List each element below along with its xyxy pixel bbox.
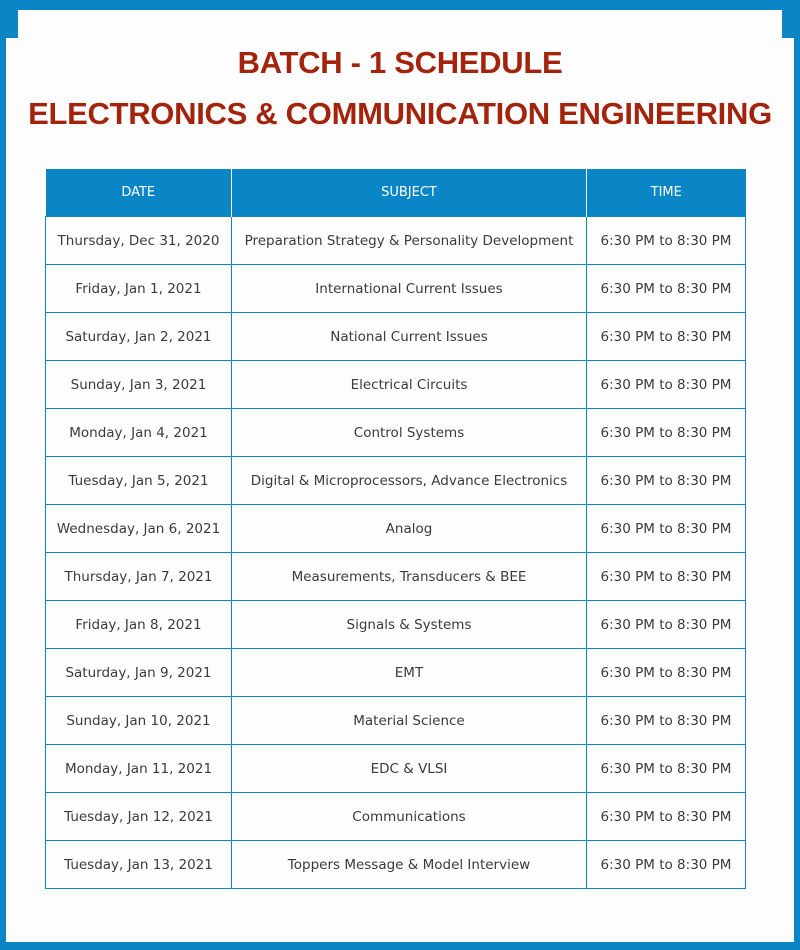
- cell-date: Saturday, Jan 2, 2021: [46, 313, 232, 361]
- cell-time: 6:30 PM to 8:30 PM: [587, 361, 746, 409]
- cell-subject: International Current Issues: [232, 265, 587, 313]
- cell-date: Tuesday, Jan 12, 2021: [46, 793, 232, 841]
- cell-subject: Material Science: [232, 697, 587, 745]
- table-row: [46, 217, 746, 265]
- table-row: [46, 601, 746, 649]
- table-row: [46, 553, 746, 601]
- cell-subject: National Current Issues: [232, 313, 587, 361]
- cell-date: Wednesday, Jan 6, 2021: [46, 505, 232, 553]
- cell-subject: EMT: [232, 649, 587, 697]
- page-title: BATCH - 1 SCHEDULE: [237, 45, 563, 80]
- cell-time: 6:30 PM to 8:30 PM: [587, 745, 746, 793]
- cell-time: 6:30 PM to 8:30 PM: [587, 841, 746, 889]
- table-row: [46, 457, 746, 505]
- cell-time: 6:30 PM to 8:30 PM: [587, 601, 746, 649]
- cell-subject: Toppers Message & Model Interview: [232, 841, 587, 889]
- header: [0, 44, 800, 133]
- cell-subject: Analog: [232, 505, 587, 553]
- column-header-time: TIME: [587, 169, 746, 217]
- cell-date: Monday, Jan 4, 2021: [46, 409, 232, 457]
- cell-subject: Signals & Systems: [232, 601, 587, 649]
- cell-time: 6:30 PM to 8:30 PM: [587, 553, 746, 601]
- cell-subject: Electrical Circuits: [232, 361, 587, 409]
- cell-subject: EDC & VLSI: [232, 745, 587, 793]
- table-row: [46, 697, 746, 745]
- cell-subject: Measurements, Transducers & BEE: [232, 553, 587, 601]
- cell-time: 6:30 PM to 8:30 PM: [587, 457, 746, 505]
- cell-subject: Digital & Microprocessors, Advance Electronics: [232, 457, 587, 505]
- table-row: [46, 649, 746, 697]
- cell-time: 6:30 PM to 8:30 PM: [587, 265, 746, 313]
- column-header-date: DATE: [46, 169, 232, 217]
- table-body: [46, 217, 746, 889]
- cell-subject: Preparation Strategy & Personality Development: [232, 217, 587, 265]
- table-row: [46, 265, 746, 313]
- table-row: [46, 409, 746, 457]
- cell-date: Thursday, Jan 7, 2021: [46, 553, 232, 601]
- cell-date: Friday, Jan 8, 2021: [46, 601, 232, 649]
- cell-subject: Communications: [232, 793, 587, 841]
- table-header-row: [46, 169, 746, 217]
- cell-time: 6:30 PM to 8:30 PM: [587, 649, 746, 697]
- cell-date: Sunday, Jan 3, 2021: [46, 361, 232, 409]
- cell-date: Thursday, Dec 31, 2020: [46, 217, 232, 265]
- column-header-subject: SUBJECT: [232, 169, 587, 217]
- table-row: [46, 745, 746, 793]
- cell-time: 6:30 PM to 8:30 PM: [587, 793, 746, 841]
- table-row: [46, 841, 746, 889]
- schedule-table: [45, 169, 746, 889]
- cell-time: 6:30 PM to 8:30 PM: [587, 217, 746, 265]
- cell-date: Sunday, Jan 10, 2021: [46, 697, 232, 745]
- table-row: [46, 361, 746, 409]
- page-subtitle: ELECTRONICS & COMMUNICATION ENGINEERING: [28, 96, 772, 131]
- cell-time: 6:30 PM to 8:30 PM: [587, 313, 746, 361]
- cell-time: 6:30 PM to 8:30 PM: [587, 697, 746, 745]
- cell-date: Monday, Jan 11, 2021: [46, 745, 232, 793]
- cell-time: 6:30 PM to 8:30 PM: [587, 409, 746, 457]
- cell-date: Saturday, Jan 9, 2021: [46, 649, 232, 697]
- cell-date: Tuesday, Jan 5, 2021: [46, 457, 232, 505]
- cell-date: Friday, Jan 1, 2021: [46, 265, 232, 313]
- cell-date: Tuesday, Jan 13, 2021: [46, 841, 232, 889]
- table-row: [46, 793, 746, 841]
- table-row: [46, 313, 746, 361]
- table-row: [46, 505, 746, 553]
- cell-time: 6:30 PM to 8:30 PM: [587, 505, 746, 553]
- cell-subject: Control Systems: [232, 409, 587, 457]
